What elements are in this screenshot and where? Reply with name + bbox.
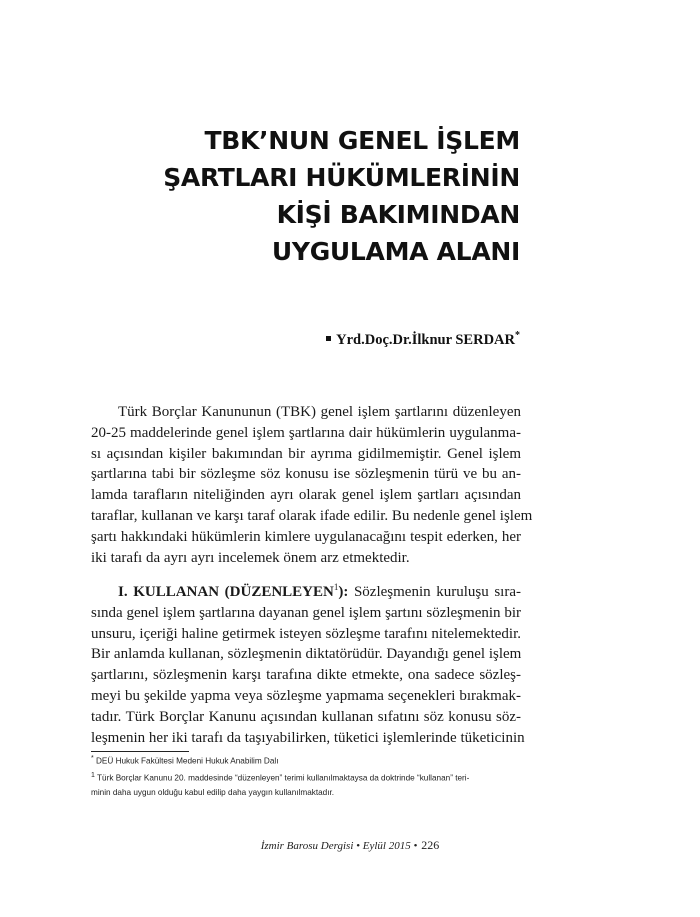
text-line: I. KULLANAN (DÜZENLEYEN$^1$): Sözleşmenin kuruluşu sıra- [118,582,521,600]
title-line: ŞARTLARI HÜKÜMLERİNİN [163,163,520,192]
author-byline [326,330,520,349]
text-line: sı açısından kişiler bakımından bir ayrıma gidilmemiştir. Genel işlem [91,445,521,462]
author-footnote-marker: * [515,330,520,341]
text-line: lamda tarafların niteliğinden ayrı olarak genel işlem şartları açısından [91,487,521,504]
paragraph-intro [91,402,533,568]
text-line: Türk Borçlar Kanununun (TBK) genel işlem şartlarını düzenleyen [118,404,521,420]
text-line: iki tarafı da ayrı ayrı incelemek önem arz etmektedir. [91,549,410,566]
title-line: KİŞİ BAKIMINDAN [276,200,520,229]
text-line: tadır. Türk Borçlar Kanunu açısından kullanan sıfatını söz konusu söz- [91,708,521,725]
page-number: 226 [421,838,440,852]
title-line: TBK’NUN GENEL İŞLEM [204,126,520,155]
text-line: sında genel işlem şartlarına dayanan genel işlem şartını sözleşmenin bir [91,604,521,621]
text-line: şartı hakkındaki hükümlerin kimlere uygulanacağını tespit ederken, her [91,528,521,545]
author-name: Yrd.Doç.Dr.İlknur SERDAR [336,331,515,348]
text-line: unsuru, içeriği haline getirmek isteyen sözleşme tarafını nitelemektedir. [91,625,521,642]
footnote-1 [91,769,521,800]
title-line: UYGULAMA ALANI [271,237,520,266]
footnote-marker: * [91,755,94,762]
footnote-line: $^1$ Türk Borçlar Kanunu 20. maddesinde “düzenleyen” terimi kullanılmaktaysa da doktrinde “kullanan” teri- [91,772,470,783]
bullet-square-icon [326,336,331,341]
section-kullanan [91,577,525,748]
article-title [120,122,520,270]
footnote-line: minin daha uygun olduğu kabul edilip daha yaygın kullanılmaktadır. [91,787,335,797]
text-line: meyi bu şekilde yapma veya sözleşme yapmama seçenekleri bırakmak- [91,687,521,704]
text-line: Bir anlamda kullanan, sözleşmenin diktatörüdür. Dayandığı genel işlem [91,646,522,663]
text-line: leşmenin her iki tarafı da taşıyabilirken, tüketici işlemlerinde tüketicinin [91,729,525,746]
text-line: şartlarını, sözleşmenin karşı tarafına dikte etmekte, ona sadece sözleş- [91,667,521,684]
footnote-marker: 1 [91,772,95,779]
footnote-text: DEÜ Hukuk Fakültesi Medeni Hukuk Anabilim Dalı [96,756,279,766]
text-line: taraflar, kullanan ve karşı taraf olarak ifade edilir. Bu nedenle genel işlem [91,507,533,524]
journal-name: İzmir Barosu Dergisi • Eylül 2015 • [260,840,418,852]
footnote-ref[interactable]: 1 [333,582,339,592]
page-footer [0,838,700,853]
text-line: şartlarına tabi bir sözleşme söz konusu ise sözleşmenin türü ve bu an- [91,466,521,483]
section-heading: I. KULLANAN (DÜZENLEYEN$^1$): [118,582,349,600]
footnote-author [91,752,521,769]
text-line: 20-25 maddelerinde genel işlem şartlarına dair hükümlerin uygulanma- [91,424,521,441]
